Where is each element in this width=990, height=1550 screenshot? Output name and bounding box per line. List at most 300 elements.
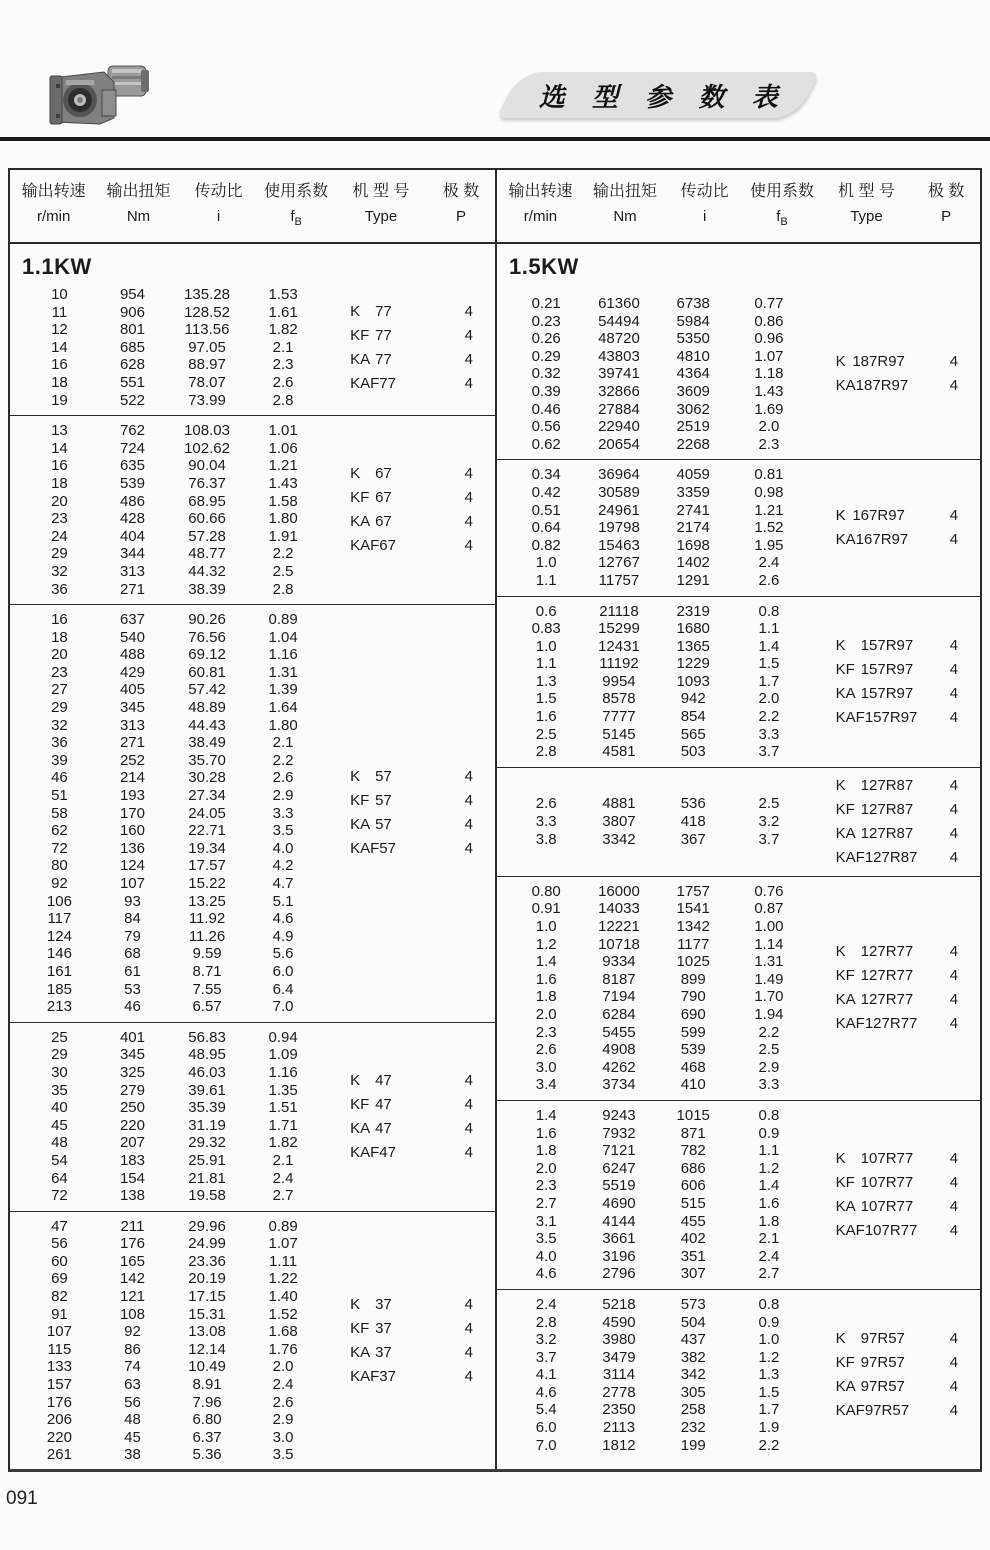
service-factor-value: 1.4 xyxy=(758,1177,780,1195)
data-rows xyxy=(10,422,320,598)
torque-value: 6284 xyxy=(602,1006,636,1023)
model-type xyxy=(320,1069,442,1093)
ratio-value: 56.83 xyxy=(188,1028,226,1046)
speed-value: 1.6 xyxy=(535,1124,557,1142)
speed-value: 2.0 xyxy=(535,1159,557,1177)
unit-base: f xyxy=(290,208,295,225)
torque-value: 685 xyxy=(119,338,145,356)
column-headers xyxy=(497,179,980,205)
model-type xyxy=(806,374,928,398)
service-factor-value: 1.1 xyxy=(758,620,780,638)
ratio-value: 854 xyxy=(680,708,706,726)
service-factor-value: 1.68 xyxy=(268,1323,298,1341)
column-header: 输出扭矩 xyxy=(592,183,657,200)
model-series: KF xyxy=(835,1354,855,1372)
service-factor-value: 6.0 xyxy=(272,962,294,980)
model-series: KF xyxy=(350,1095,370,1113)
ratio-value: 13.25 xyxy=(188,892,226,910)
table-row xyxy=(509,537,806,555)
table-row xyxy=(509,1024,806,1042)
service-factor-value: 0.81 xyxy=(754,466,784,484)
model-size: 187R97 xyxy=(855,377,909,395)
table-row xyxy=(22,1046,320,1064)
ratio-value: 88.97 xyxy=(188,356,226,374)
table-row xyxy=(22,1253,320,1271)
model-series: KA xyxy=(835,991,856,1009)
model-series: KA xyxy=(350,1343,371,1361)
table-row xyxy=(509,936,806,954)
table-row xyxy=(22,1064,320,1082)
torque-value: 628 xyxy=(119,356,145,374)
torque-value: 428 xyxy=(119,510,145,528)
model-series: KAF xyxy=(835,848,865,866)
model-size: 97R57 xyxy=(860,1378,905,1396)
ratio-value: 258 xyxy=(680,1401,706,1419)
table-row xyxy=(22,910,320,928)
column-header: 输出转速 xyxy=(508,183,573,200)
data-block xyxy=(10,280,495,415)
model-size: 127R77 xyxy=(860,991,914,1009)
speed-value: 69 xyxy=(51,1270,68,1288)
torque-value: 5455 xyxy=(602,1023,636,1041)
data-rows xyxy=(497,295,806,453)
ratio-value: 12.14 xyxy=(188,1340,226,1358)
type-row xyxy=(320,1141,495,1165)
speed-value: 12 xyxy=(51,321,68,339)
service-factor-value: 1.11 xyxy=(269,1252,298,1270)
torque-value: 345 xyxy=(119,1046,145,1064)
table-row xyxy=(509,1142,806,1160)
table-row xyxy=(22,681,320,699)
torque-value: 14033 xyxy=(598,900,640,918)
ratio-value: 15.22 xyxy=(188,875,226,892)
ratio-value: 19.34 xyxy=(188,839,226,857)
speed-value: 1.5 xyxy=(535,690,557,708)
service-factor-value: 1.18 xyxy=(754,365,784,383)
torque-value: 6247 xyxy=(602,1159,636,1177)
ratio-value: 135.28 xyxy=(184,286,230,303)
column-header: 极 数 xyxy=(927,183,965,200)
service-factor-value: 1.31 xyxy=(754,953,784,971)
speed-value: 72 xyxy=(51,1187,68,1205)
model-series: KA xyxy=(835,824,856,842)
service-factor-value: 1.52 xyxy=(268,1305,298,1323)
pole-count: 4 xyxy=(464,840,473,858)
model-type xyxy=(320,1365,442,1389)
ratio-value: 69.12 xyxy=(188,646,226,664)
speed-value: 1.0 xyxy=(535,637,557,655)
torque-value: 4690 xyxy=(602,1194,636,1212)
ratio-value: 402 xyxy=(680,1230,706,1248)
ratio-value: 1291 xyxy=(676,571,710,589)
table-row xyxy=(509,1125,806,1143)
service-factor-value: 1.51 xyxy=(268,1099,298,1117)
torque-value: 3661 xyxy=(602,1230,636,1248)
service-factor-value: 1.39 xyxy=(268,681,298,699)
table-row xyxy=(509,1296,806,1314)
torque-value: 38 xyxy=(124,1446,141,1464)
speed-value: 29 xyxy=(51,545,68,563)
speed-value: 146 xyxy=(46,945,72,963)
speed-value: 35 xyxy=(51,1081,68,1099)
table-row xyxy=(509,1314,806,1332)
torque-value: 4144 xyxy=(602,1212,636,1230)
torque-value: 522 xyxy=(119,391,145,409)
model-size: 167R97 xyxy=(852,506,905,524)
service-factor-value: 3.5 xyxy=(272,1446,294,1464)
ratio-value: 4810 xyxy=(676,347,710,365)
model-series: KAF xyxy=(835,708,865,726)
ratio-value: 686 xyxy=(680,1159,706,1177)
model-type xyxy=(806,1351,928,1375)
service-factor-value: 0.89 xyxy=(268,611,298,629)
speed-value: 32 xyxy=(51,562,68,580)
torque-value: 8578 xyxy=(602,690,636,708)
service-factor-value: 1.7 xyxy=(758,1401,780,1419)
type-row xyxy=(806,988,980,1012)
column-unit xyxy=(257,205,335,234)
torque-value: 313 xyxy=(119,716,145,734)
service-factor-value: 3.7 xyxy=(758,830,780,848)
service-factor-value: 2.4 xyxy=(758,554,780,572)
speed-value: 185 xyxy=(46,980,72,998)
table-row xyxy=(22,699,320,717)
torque-value: 3807 xyxy=(602,813,636,831)
ratio-value: 13.08 xyxy=(188,1323,226,1341)
torque-value: 183 xyxy=(119,1151,145,1169)
model-series: K xyxy=(835,776,846,794)
service-factor-value: 1.91 xyxy=(268,527,298,545)
ratio-value: 790 xyxy=(680,988,706,1006)
ratio-value: 21.81 xyxy=(188,1169,226,1187)
speed-value: 80 xyxy=(51,857,68,875)
table-row xyxy=(509,1213,806,1231)
torque-value: 3342 xyxy=(602,830,636,848)
model-type xyxy=(320,1293,442,1317)
table-row xyxy=(22,875,320,893)
torque-value: 74 xyxy=(124,1358,141,1376)
torque-value: 3980 xyxy=(602,1331,636,1349)
table-row xyxy=(22,1270,320,1288)
speed-value: 0.42 xyxy=(531,483,561,501)
speed-value: 19 xyxy=(51,391,68,409)
ratio-value: 5350 xyxy=(676,330,710,348)
table-row xyxy=(509,708,806,726)
service-factor-value: 1.40 xyxy=(268,1288,298,1306)
ratio-value: 60.81 xyxy=(188,663,226,681)
ratio-value: 2174 xyxy=(676,519,710,537)
model-type xyxy=(806,1195,928,1219)
speed-value: 29 xyxy=(51,1046,68,1064)
pole-count: 4 xyxy=(464,816,473,834)
model-size: 37 xyxy=(375,1319,392,1337)
service-factor-value: 2.8 xyxy=(272,580,294,598)
pole-count: 4 xyxy=(464,350,473,368)
service-factor-value: 2.9 xyxy=(272,787,294,805)
type-row xyxy=(320,324,495,348)
ratio-value: 1025 xyxy=(676,953,710,971)
service-factor-value: 1.95 xyxy=(754,536,784,554)
service-factor-value: 2.2 xyxy=(758,1436,780,1454)
pole-count: 4 xyxy=(464,326,473,344)
torque-value: 486 xyxy=(119,492,145,510)
service-factor-value: 1.49 xyxy=(754,970,784,988)
ratio-value: 60.66 xyxy=(188,510,226,528)
table-row xyxy=(22,581,320,599)
service-factor-value: 5.6 xyxy=(272,945,294,963)
model-series: KF xyxy=(350,326,370,344)
type-list xyxy=(320,462,495,558)
ratio-value: 418 xyxy=(680,813,706,831)
column-unit: Type xyxy=(364,208,398,225)
service-factor-value: 2.1 xyxy=(272,734,294,752)
speed-value: 2.8 xyxy=(535,743,557,761)
model-type xyxy=(320,534,442,558)
model-series: KA xyxy=(835,1378,856,1396)
torque-value: 56 xyxy=(124,1393,141,1411)
data-block xyxy=(10,604,495,1022)
service-factor-value: 1.3 xyxy=(758,1366,780,1384)
speed-value: 4.6 xyxy=(535,1265,557,1283)
table-row xyxy=(509,795,806,813)
model-type xyxy=(320,837,442,861)
ratio-value: 690 xyxy=(680,1006,706,1023)
ratio-value: 35.70 xyxy=(188,751,226,769)
ratio-value: 90.04 xyxy=(188,457,226,475)
pole-count: 4 xyxy=(464,768,473,786)
torque-value: 36964 xyxy=(598,466,640,484)
service-factor-value: 1.21 xyxy=(268,457,298,475)
column-unit: Nm xyxy=(126,208,151,225)
type-list xyxy=(806,634,980,730)
speed-value: 176 xyxy=(46,1393,72,1411)
table-row xyxy=(509,1349,806,1367)
service-factor-value: 2.5 xyxy=(272,562,294,580)
torque-value: 801 xyxy=(119,321,145,339)
ratio-value: 232 xyxy=(680,1419,706,1437)
model-size: 77 xyxy=(375,326,392,344)
model-series: KAF xyxy=(350,1367,380,1385)
service-factor-value: 1.35 xyxy=(268,1081,298,1099)
ratio-value: 515 xyxy=(680,1194,706,1212)
column-header: 使用系数 xyxy=(264,183,329,200)
speed-value: 51 xyxy=(51,787,68,805)
table-row xyxy=(509,1195,806,1213)
service-factor-value: 1.2 xyxy=(758,1159,780,1177)
torque-value: 9334 xyxy=(602,953,636,971)
ratio-value: 15.31 xyxy=(188,1305,226,1323)
speed-value: 115 xyxy=(47,1340,72,1358)
column-header: 传动比 xyxy=(680,183,729,200)
model-series: K xyxy=(835,1330,846,1348)
table-row xyxy=(509,900,806,918)
service-factor-value: 3.5 xyxy=(272,822,294,840)
type-row xyxy=(320,789,495,813)
table-row xyxy=(22,1323,320,1341)
speed-value: 1.6 xyxy=(535,970,557,988)
model-series: K xyxy=(835,353,846,371)
service-factor-value: 5.1 xyxy=(272,892,294,910)
table-row xyxy=(509,313,806,331)
torque-value: 10718 xyxy=(598,935,640,953)
torque-value: 54494 xyxy=(598,312,640,330)
torque-value: 21118 xyxy=(599,602,639,620)
service-factor-value: 7.0 xyxy=(272,998,294,1016)
ratio-value: 307 xyxy=(680,1265,706,1283)
speed-value: 206 xyxy=(46,1411,72,1429)
service-factor-value: 1.52 xyxy=(754,519,784,537)
ratio-value: 19.58 xyxy=(188,1187,226,1205)
column-header: 输出转速 xyxy=(21,183,86,200)
torque-value: 48720 xyxy=(598,330,640,348)
service-factor-value: 1.2 xyxy=(758,1348,780,1366)
torque-value: 325 xyxy=(119,1063,145,1081)
torque-value: 762 xyxy=(119,422,145,440)
speed-value: 0.21 xyxy=(531,295,561,312)
pole-count: 4 xyxy=(949,800,959,818)
service-factor-value: 4.9 xyxy=(272,927,294,945)
table-row xyxy=(22,356,320,374)
model-series: K xyxy=(350,465,361,483)
speed-value: 32 xyxy=(51,716,68,734)
model-series: K xyxy=(835,943,846,961)
model-size: 67 xyxy=(375,489,392,507)
model-size: 77 xyxy=(379,374,396,392)
speed-value: 23 xyxy=(51,510,68,528)
torque-value: 724 xyxy=(119,439,145,457)
speed-value: 0.23 xyxy=(531,312,561,330)
service-factor-value: 0.77 xyxy=(754,295,784,312)
column-header: 机 型 号 xyxy=(838,183,895,200)
service-factor-value: 1.61 xyxy=(268,303,298,321)
model-series: K xyxy=(350,1071,361,1089)
ratio-value: 48.95 xyxy=(188,1046,226,1064)
model-type xyxy=(320,789,442,813)
model-size: 57 xyxy=(375,816,392,834)
ratio-value: 1342 xyxy=(676,918,710,936)
type-row xyxy=(320,1293,495,1317)
ratio-value: 351 xyxy=(680,1247,706,1265)
table-row xyxy=(509,554,806,572)
service-factor-value: 1.8 xyxy=(758,1212,780,1230)
service-factor-value: 3.7 xyxy=(758,743,780,761)
service-factor-value: 1.1 xyxy=(758,1142,780,1160)
table-row xyxy=(509,603,806,621)
model-type xyxy=(320,324,442,348)
speed-value: 1.0 xyxy=(535,554,557,572)
service-factor-value: 1.16 xyxy=(268,646,298,664)
unit-subscript: B xyxy=(780,216,788,228)
speed-value: 2.7 xyxy=(535,1194,557,1212)
ratio-value: 503 xyxy=(680,743,706,761)
speed-value: 27 xyxy=(51,681,68,699)
service-factor-value: 1.31 xyxy=(268,663,298,681)
speed-value: 0.26 xyxy=(531,330,561,348)
pole-count: 4 xyxy=(949,636,959,654)
speed-value: 3.8 xyxy=(535,830,557,848)
service-factor-value: 1.5 xyxy=(758,1383,780,1401)
torque-value: 906 xyxy=(119,303,145,321)
speed-value: 1.4 xyxy=(535,953,557,971)
speed-value: 60 xyxy=(51,1252,68,1270)
type-list xyxy=(320,765,495,861)
service-factor-value: 2.0 xyxy=(272,1358,294,1376)
speed-value: 64 xyxy=(51,1169,68,1187)
torque-value: 124 xyxy=(119,857,145,875)
column-header: 输出扭矩 xyxy=(106,183,171,200)
speed-value: 2.3 xyxy=(535,1023,557,1041)
model-size: 107R77 xyxy=(864,1221,918,1239)
service-factor-value: 2.2 xyxy=(758,1023,780,1041)
ratio-value: 23.36 xyxy=(188,1252,226,1270)
speed-value: 72 xyxy=(51,839,68,857)
model-size: 127R87 xyxy=(864,848,918,866)
model-series: KF xyxy=(350,1319,370,1337)
service-factor-value: 0.87 xyxy=(754,900,784,918)
ratio-value: 2519 xyxy=(676,418,710,436)
ratio-value: 1402 xyxy=(676,554,710,572)
data-rows xyxy=(497,883,806,1094)
type-row xyxy=(320,300,495,324)
speed-value: 4.6 xyxy=(535,1383,557,1401)
model-type xyxy=(320,1341,442,1365)
torque-value: 5145 xyxy=(602,725,636,743)
torque-value: 12767 xyxy=(598,554,640,572)
speed-value: 48 xyxy=(51,1134,68,1152)
table-row xyxy=(509,988,806,1006)
service-factor-value: 2.4 xyxy=(758,1247,780,1265)
service-factor-value: 2.2 xyxy=(758,708,780,726)
speed-value: 36 xyxy=(51,580,68,598)
table-row xyxy=(509,1041,806,1059)
page-number: 091 xyxy=(6,1488,38,1509)
service-factor-value: 2.5 xyxy=(758,1041,780,1059)
ratio-value: 17.15 xyxy=(188,1288,226,1306)
model-size: 97R57 xyxy=(860,1330,905,1348)
model-type xyxy=(806,1171,928,1195)
table-row xyxy=(22,840,320,858)
service-factor-value: 2.2 xyxy=(272,751,294,769)
torque-value: 86 xyxy=(124,1340,141,1358)
table-row xyxy=(22,1117,320,1135)
table-row xyxy=(22,822,320,840)
table-row xyxy=(509,519,806,537)
ratio-value: 24.05 xyxy=(188,804,226,822)
speed-value: 161 xyxy=(46,962,72,980)
pole-count: 4 xyxy=(949,1378,959,1396)
gearmotor-photo xyxy=(42,60,152,128)
service-factor-value: 1.43 xyxy=(268,474,298,492)
ratio-value: 11.92 xyxy=(188,910,226,928)
torque-value: 11757 xyxy=(598,571,640,589)
data-rows xyxy=(497,466,806,589)
speed-value: 47 xyxy=(51,1217,68,1235)
table-row xyxy=(509,383,806,401)
service-factor-value: 1.76 xyxy=(268,1340,298,1358)
model-size: 77 xyxy=(375,350,392,368)
pole-count: 4 xyxy=(949,824,959,842)
table-row xyxy=(509,690,806,708)
data-block xyxy=(497,289,980,459)
model-type xyxy=(806,774,928,798)
ratio-value: 536 xyxy=(680,795,706,813)
column-unit: r/min xyxy=(36,208,71,225)
torque-value: 170 xyxy=(119,804,145,822)
speed-value: 1.2 xyxy=(535,935,557,953)
table-row xyxy=(509,365,806,383)
ratio-value: 102.62 xyxy=(184,439,230,457)
pole-count: 4 xyxy=(464,1095,473,1113)
